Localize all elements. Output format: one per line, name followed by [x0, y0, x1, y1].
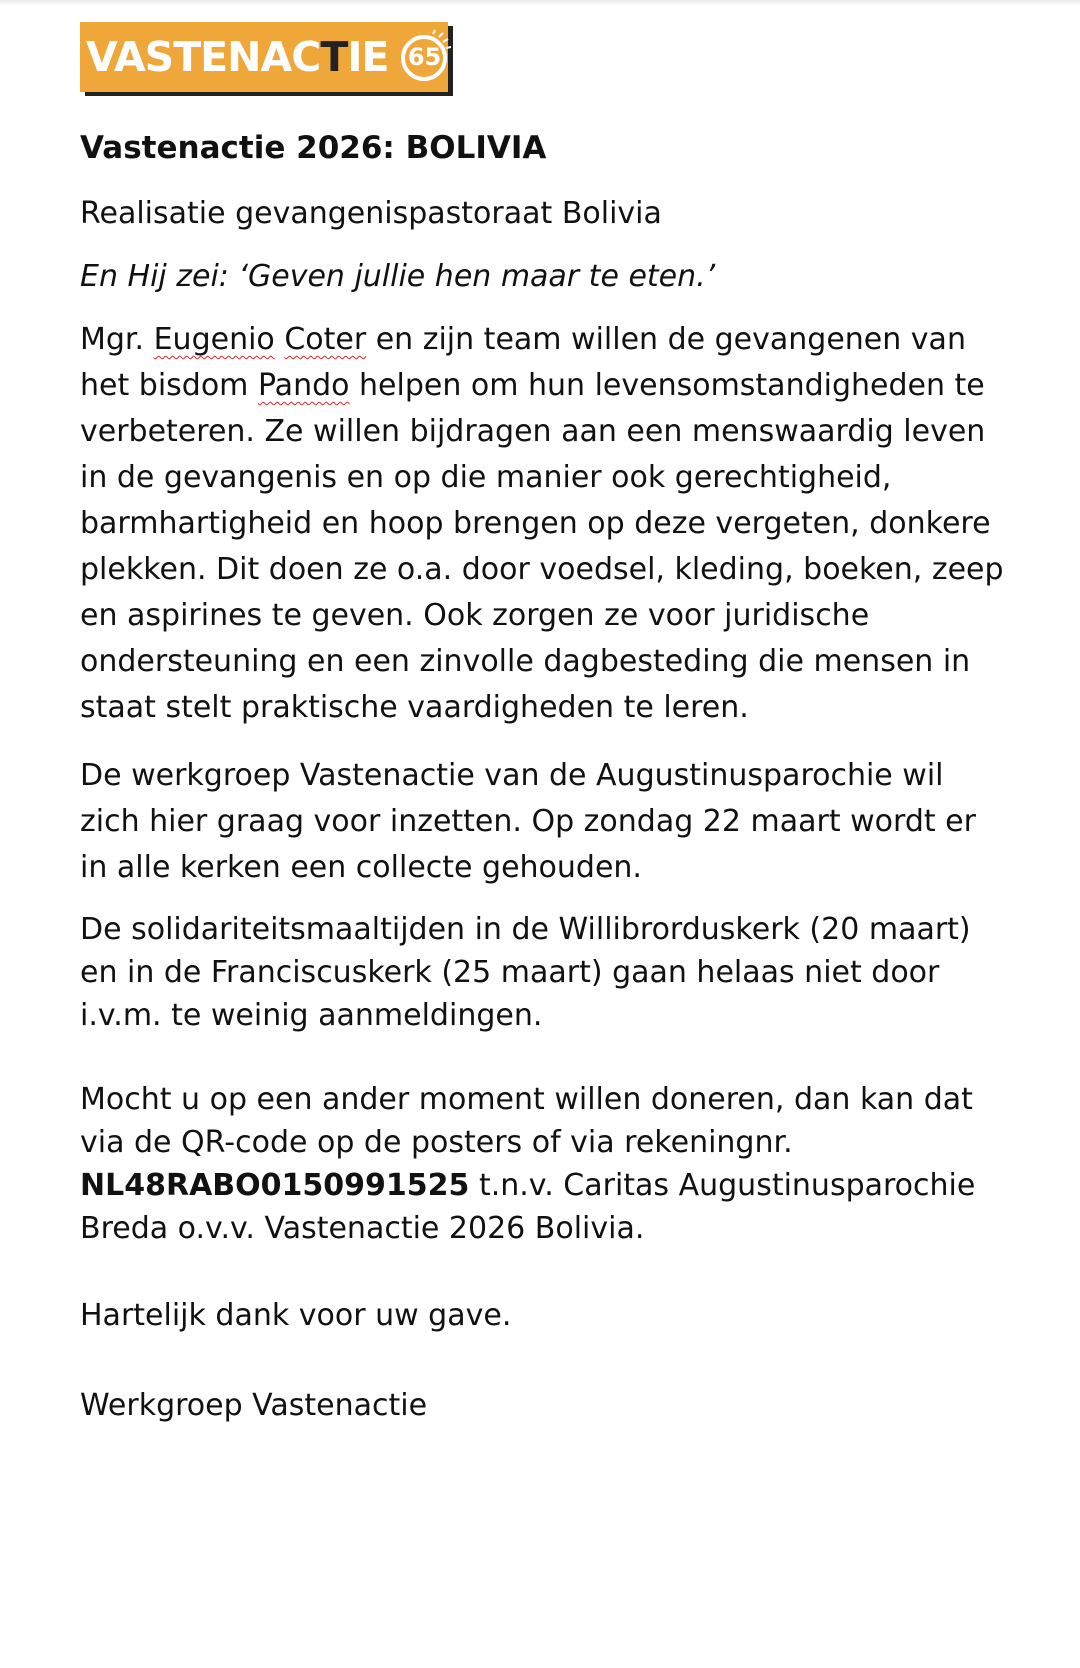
logo-text: VASTENACTIE [86, 32, 389, 81]
spellcheck-word: Eugenio [153, 322, 275, 357]
vastenactie-logo [80, 22, 448, 92]
logo-sun-badge-icon [397, 29, 448, 85]
signature: Werkgroep Vastenactie [80, 1388, 428, 1423]
logo-cross-letter: T [320, 32, 348, 81]
paragraph-collection: De werkgroep Vastenactie van de Augustinusparochie wil zich hier graag voor inzetten. Op zondag 22 maart wordt er in alle kerken een collecte gehouden. [80, 758, 976, 885]
quote: En Hij zei: ‘Geven jullie hen maar te eten.’ [80, 259, 716, 294]
subtitle: Realisatie gevangenispastoraat Bolivia [80, 196, 662, 231]
top-edge [0, 0, 1080, 6]
spellcheck-word: Coter [284, 322, 367, 357]
spellcheck-word: Pando [257, 368, 350, 403]
account-number: NL48RABO0150991525 [80, 1168, 470, 1203]
paragraph-meals: De solidariteitsmaaltijden in de Willibrorduskerk (20 maart) en in de Franciscuskerk (25 maart) gaan helaas niet door i.v.m. te weinig aanmeldingen. [80, 912, 971, 1033]
paragraph-donation: Mocht u op een ander moment willen doneren, dan kan dat via de QR-code op de posters of via rekeningnr. NL48RABO0150991525 t.n.v. Caritas Augustinusparochie Breda o.v.v. Vastenactie 2026 Bolivia. [80, 1082, 976, 1246]
paragraph-project: Mgr. Eugenio Coter en zijn team willen de gevangenen van het bisdom Pando helpen om hun levensomstandigheden te verbeteren. Ze willen bijdragen aan een menswaardig leven in de gevangenis en op die manier ook gerechtigheid, barmhartigheid en hoop brengen op deze vergeten, donkere plekken. Dit doen ze o.a. door voedsel, kleding, boeken, zeep en aspirines te geven. Ook zorgen ze voor juridische ondersteuning en een zinvolle dagbesteding die mensen in staat stelt praktische vaardigheden te leren. [80, 322, 1004, 725]
page-title: Vastenactie 2026: BOLIVIA [80, 130, 547, 166]
logo-badge-number: 65 [407, 43, 442, 71]
thanks-line: Hartelijk dank voor uw gave. [80, 1298, 512, 1333]
document [80, 22, 1010, 1429]
